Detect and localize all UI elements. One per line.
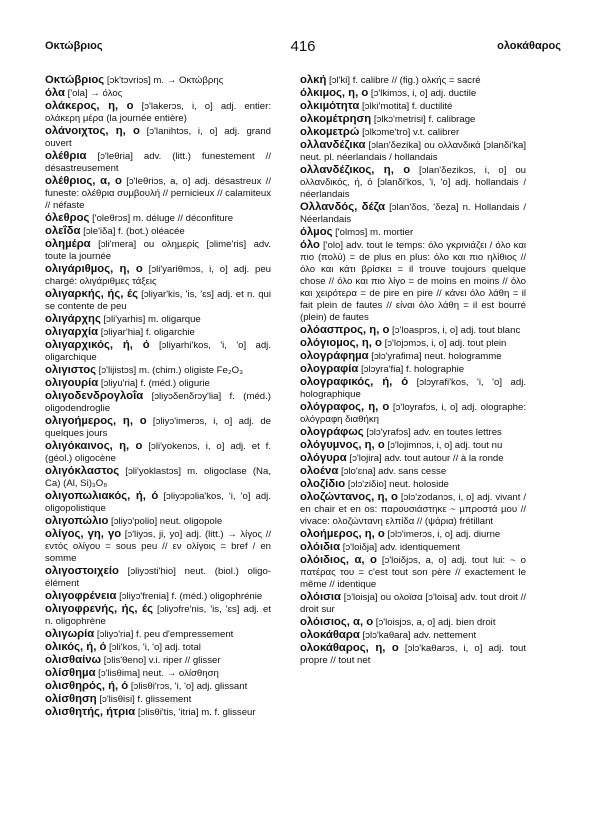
dictionary-entry [300,376,526,401]
entry-definition: [ɔlɔ'imerɔs, i, o] adj. diurne [384,529,501,540]
dictionary-entry [300,87,526,100]
dictionary-entry [45,528,271,565]
entry-definition: [ɔli'kos, 'i, 'o] adj. total [106,642,201,653]
entry-headword: ολόγυρα [300,452,347,464]
dictionary-entry [45,465,271,490]
entry-headword: ολιγοδενδρογλοΐα [45,390,144,402]
entry-definition: [ɔ'lojimnɔs, i, o] adj. tout nu [384,440,503,451]
entry-definition: ['olmɔs] m. mortier [332,227,414,238]
entry-definition: [ɔliyar'hia] f. oligarchie [98,327,195,338]
entry-definition: [ɔli'yokenɔs, i, o] adj. et f. (géol.) oligocène [45,441,271,464]
entry-definition: [ɔ'loisjɔs, a, o] adj. bien droit [373,617,496,628]
dictionary-entry [300,363,526,376]
entry-definition: [ɔlki'motita] f. ductilité [359,101,453,112]
entry-headword: ολιγοπώλιο [45,515,109,527]
entry-headword: ολιγόκλαστος [45,465,120,477]
entry-definition: [ɔ'lakerɔs, i, o] adj. entier: ολάκερη μέρα (la journée entière) [45,101,271,124]
dictionary-entry [45,263,271,288]
dictionary-entry [300,164,526,201]
entry-definition: [ɔlkɔ'metrisi] f. calibrage [371,114,476,125]
entry-headword: ολισθητής, ήτρια [45,706,136,718]
entry-definition: [ɔliyɔsti'hio] neut. (biol.) oligo-élément [45,566,271,589]
entry-definition: [ɔlkɔme'tro] v.t. calibrer [359,127,460,138]
entry-headword: όλεθρος [45,212,90,224]
entry-definition: [ɔli'yariθmɔs, i, o] adj. peu chargé: ολιγάριθµες τάξεις [45,264,271,287]
entry-headword: ολίσθηση [45,693,97,705]
entry-definition: [ɔlo'ɛna] adv. sans cesse [338,466,447,477]
dictionary-entry [300,201,526,226]
entry-definition: ['oleθrɔs] m. déluge // déconfiture [89,213,234,224]
dictionary-entry [45,377,271,390]
entry-definition: [ɔlɔ'yrafima] neut. hologramme [368,351,502,362]
entry-definition: [ɔliyɔ'ria] f. peu d'empressement [94,629,234,640]
dictionary-entry [45,100,271,125]
dictionary-entry [45,390,271,415]
dictionary-entry [45,150,271,175]
entry-definition: [ɔlɔyra'fia] f. holographie [358,364,465,375]
entry-definition: ['olo] adv. tout le temps: όλο γκρινιάζει / όλο και πιο (πολύ) = de plus en plus: όλο και πιο ηλίθιος // όλο και κάτι βρίσκει = il trouve toujours quelque chose // όλο και πιο λίγο = de moins en moins // όλο και χειρότερα = de pire en pire // κάνει όλο λάθη = il fait plein de fautes // είναι όλο λάθη = il est bourré (plein) de fautes [300,240,526,323]
entry-definition: [ɔlɔ'kaθarɔs, i, o] adj. tout propre // tout net [300,643,526,666]
dictionary-entry [300,554,526,591]
dictionary-entry [300,401,526,426]
entry-definition: ['ola] → όλος [65,88,123,99]
entry-definition: [ɔ'lojɔmɔs, i, o] adj. tout plein [381,338,507,349]
dictionary-entry [300,478,526,491]
dictionary-entry [45,212,271,225]
entry-definition: [ɔ'lisθisi] f. glissement [96,694,192,705]
dictionary-entry [300,541,526,554]
page-number: 416 [290,38,316,55]
entry-headword: ολόγραφος, η, ο [300,401,390,413]
entry-headword: ολογράφως [300,426,364,438]
entry-definition: [ɔli'mera] ou οληµερίς [ɔlime'ris] adv. toute la journée [45,239,271,262]
dictionary-entry [300,100,526,113]
dictionary-entry [300,452,526,465]
left-column [45,74,271,719]
dictionary-entry [45,628,271,641]
dictionary-entry [45,364,271,377]
entry-headword: ολίγος, γη, γο [45,528,122,540]
dictionary-entry [300,350,526,363]
entry-headword: ολογράφηµα [300,350,369,362]
entry-headword: ολοκάθαρος, η, ο [300,642,399,654]
entry-definition: [ɔliyarhi'kos, 'i, 'o] adj. oligarchique [45,340,271,363]
right-column [300,74,526,667]
entry-definition: [ɔlan'δezikɔs, i, o] ou ολλανδικός, ή, ό [ɔlanδi'kos, 'i, 'o] adj. hollandais / néerlandais [300,165,526,200]
running-head-left: Οκτώβριος [45,40,103,52]
entry-definition: [ɔliyɔ'frenia] f. (méd.) oligophrénie [116,591,263,602]
dictionary-entry [45,490,271,515]
entry-headword: ολάκερος, η, ο [45,100,134,112]
entry-headword: ολισθαίνω [45,654,102,666]
dictionary-entry [45,706,271,719]
entry-headword: ολιγάριθµος, η, ο [45,263,143,275]
entry-headword: ολόιδιος, α, ο [300,554,377,566]
entry-definition: [ɔ'loiδjɔs, a, o] adj. tout lui: ~ ο πατέρας του = c'est tout son père // exactement le même // identique [300,555,526,590]
entry-headword: ολιγουρία [45,377,99,389]
entry-headword: όλα [45,87,65,99]
dictionary-entry [300,337,526,350]
entry-definition: [ɔ'lanihtɔs, i, o] adj. grand ouvert [45,126,271,149]
dictionary-entry [45,326,271,339]
entry-definition: [ɔle'iδa] f. (bot.) oléacée [80,226,185,237]
entry-definition: [ɔliyɔδenδrɔy'lia] f. (méd.) oligodendroglie [45,391,271,414]
dictionary-entry [45,590,271,603]
entry-headword: ολιγαρχία [45,326,99,338]
dictionary-entry [45,125,271,150]
entry-headword: ολόγυµνος, η, ο [300,439,385,451]
entry-headword: ολόασπρος, η, ο [300,324,390,336]
entry-definition: [ɔlɔ'kaθara] adv. nettement [359,630,477,641]
entry-definition: [ɔliyɔ'polio] neut. oligopole [108,516,223,527]
entry-definition: [ɔlɔ'zodanɔs, i, o] adj. vivant / en chair et en os: παρουσιάστηκε ~ µπροστά µου // vivace: ολοζώντανη ελπίδα // (ψάρια) frétillant [300,492,526,527]
entry-definition: [ɔ'liyɔs, ji, yo] adj. (litt.) → λίγος // εντός ολίγου = sous peu // εν ολίγοις = bref / en somme [45,529,271,564]
entry-headword: ολκοµέτρηση [300,113,372,125]
dictionary-entry [300,139,526,164]
dictionary-entry [45,339,271,364]
entry-headword: ολικός, ή, ό [45,641,107,653]
entry-definition: [ɔk'tɔvriɔs] m. → Οκτώβρης [104,75,224,86]
dictionary-entry [300,239,526,324]
entry-definition: [ɔli'yarhis] m. oligarque [100,314,201,325]
entry-headword: όλκιµος, η, ο [300,87,369,99]
dictionary-entry [45,680,271,693]
dictionary-entry [300,226,526,239]
entry-definition: [ɔlisθi'tis, 'itria] m. f. glisseur [135,707,256,718]
entry-headword: Ολλανδός, δέζα [300,201,386,213]
running-head-right: ολοκάθαρος [497,40,561,52]
dictionary-entry [300,74,526,87]
entry-definition: [ɔ'loasprɔs, i, o] adj. tout blanc [389,325,521,336]
entry-definition: [ɔliyɔpɔlia'kos, 'i, 'o] adj. oligopolistique [45,491,271,514]
entry-definition: [ɔ'loisja] ou ολοϊσα [ɔ'loisa] adv. tout droit // droit sur [300,592,526,615]
dictionary-entry [300,324,526,337]
entry-definition: [ɔlɔ'yrafɔs] adv. en toutes lettres [363,427,502,438]
entry-headword: ολοζίδιο [300,478,346,490]
dictionary-entry [300,439,526,452]
dictionary-entry [300,491,526,528]
entry-headword: ολέθρια [45,150,87,162]
entry-definition: [ɔ'lijistɔs] m. (chim.) oligiste Fe₂O₃ [95,365,243,376]
dictionary-entry [300,426,526,439]
dictionary-entry [300,113,526,126]
entry-headword: Οκτώβριος [45,74,105,86]
entry-definition: [ɔ'lojira] adv. tout autour // à la ronde [346,453,504,464]
dictionary-entry [45,313,271,326]
dictionary-entry [300,126,526,139]
entry-definition: [ɔ'leθria] adv. (litt.) funestement // désastreusement [45,151,271,174]
entry-headword: ολόισιος, α, ο [300,616,374,628]
dictionary-entry [300,629,526,642]
dictionary-entry [300,642,526,667]
entry-headword: ολιγόκαινος, η, ο [45,440,143,452]
entry-headword: ολιγωρία [45,628,95,640]
entry-headword: ολάνοιχτος, η, ο [45,125,140,137]
entry-definition: [ɔli'yoklastɔs] m. oligoclase (Na, Ca) (Al, Si)₃O₈ [45,466,271,489]
dictionary-entry [45,74,271,87]
entry-headword: οληµέρα [45,238,91,250]
dictionary-entry [45,440,271,465]
dictionary-entry [300,616,526,629]
entry-definition: [ɔ'leθriɔs, a, o] adj. désastreux // funeste: ολέθρια συμβουλή // pernicieux // calamiteux // néfaste [45,176,272,211]
entry-headword: ολκιµότητα [300,100,360,112]
entry-headword: ολιγαρχικός, ή, ό [45,339,150,351]
dictionary-entry [45,641,271,654]
entry-definition: [ɔ'lisθima] neut. → ολίσθηση [95,668,219,679]
entry-headword: ολιγοφρενής, ής, ές [45,603,154,615]
entry-headword: ολόγιοµος, η, ο [300,337,382,349]
entry-headword: ολκοµετρώ [300,126,360,138]
entry-definition: [ɔliyɔ'imerɔs, i, o] adj. de quelques jours [45,416,271,439]
entry-definition: [ɔliyar'kis, 'is, 'ɛs] adj. et n. qui se contente de peu [45,289,272,312]
entry-headword: ολέθριος, α, ο [45,175,122,187]
entry-definition: [ɔ'lkimɔs, i, o] adj. ductile [368,88,477,99]
entry-headword: ολεΐδα [45,225,81,237]
entry-definition: [ɔlɔyrafi'kos, 'i, 'o] adj. holographique [300,377,526,400]
entry-definition: [ɔlis'θeno] v.i. riper // glisser [101,655,221,666]
entry-definition: [ɔ'loiδja] adv. identiquement [340,542,461,553]
dictionary-entry [45,238,271,263]
dictionary-entry [45,288,271,313]
entry-headword: ολιγάρχης [45,313,101,325]
entry-headword: ολιγοήµερος, η, ο [45,415,147,427]
entry-headword: ολόιδια [300,541,341,553]
entry-headword: όλο [300,239,320,251]
entry-definition: [ɔlisθi'rɔs, 'i, 'o] adj. glissant [128,681,248,692]
dictionary-entry [300,591,526,616]
entry-headword: ολοήµερος, η, ο [300,528,385,540]
entry-headword: ολκή [300,74,327,86]
entry-definition: [ɔliyɔfre'nis, 'is, 'ɛs] adj. et n. oligophrène [45,604,271,627]
dictionary-entry [45,515,271,528]
entry-headword: ολογραφία [300,363,359,375]
entry-headword: ολίσθηµα [45,667,96,679]
entry-headword: ολογραφικός, ή, ό [300,376,409,388]
dictionary-entry [45,654,271,667]
entry-headword: ολλανδέζικος, η, ο [300,164,411,176]
entry-headword: ολιγοστοιχείο [45,565,119,577]
entry-headword: όλµος [300,226,333,238]
dictionary-entry [45,225,271,238]
dictionary-entry [300,465,526,478]
dictionary-entry [45,667,271,680]
entry-definition: [ɔ'loyrafɔs, i, o] adj. olographe: ολόγραφη διαθήκη [300,402,526,425]
entry-headword: ολοκάθαρα [300,629,360,641]
entry-headword: ολιγοπωλιακός, ή, ό [45,490,159,502]
entry-definition: [ɔliyu'ria] f. (méd.) oligurie [98,378,210,389]
entry-headword: ολισθηρός, ή, ό [45,680,129,692]
entry-headword: ολιγιστος [45,364,96,376]
entry-definition: [ɔl'ki] f. calibre // (fig.) ολκής = sacré [326,75,481,86]
entry-headword: ολόισια [300,591,341,603]
entry-definition: [ɔlan'δezika] ou ολλανδικά [ɔlanδi'ka] neut. pl. néerlandais / hollandais [300,140,526,163]
entry-headword: ολλανδέζικα [300,139,366,151]
dictionary-entry [45,565,271,590]
entry-definition: [ɔlɔ'ziδio] neut. holoside [345,479,449,490]
entry-headword: ολιγαρκής, ής, ές [45,288,138,300]
entry-headword: ολιγοφρένεια [45,590,117,602]
entry-headword: ολοένα [300,465,339,477]
entry-headword: ολοζώντανος, η, ο [300,491,398,503]
dictionary-entry [45,415,271,440]
dictionary-entry [45,87,271,100]
dictionary-entry [45,175,271,212]
dictionary-entry [45,693,271,706]
dictionary-entry [300,528,526,541]
dictionary-entry [45,603,271,628]
entry-definition: [ɔlan'δos, 'δeza] n. Hollandais / Néerlandais [300,202,526,225]
